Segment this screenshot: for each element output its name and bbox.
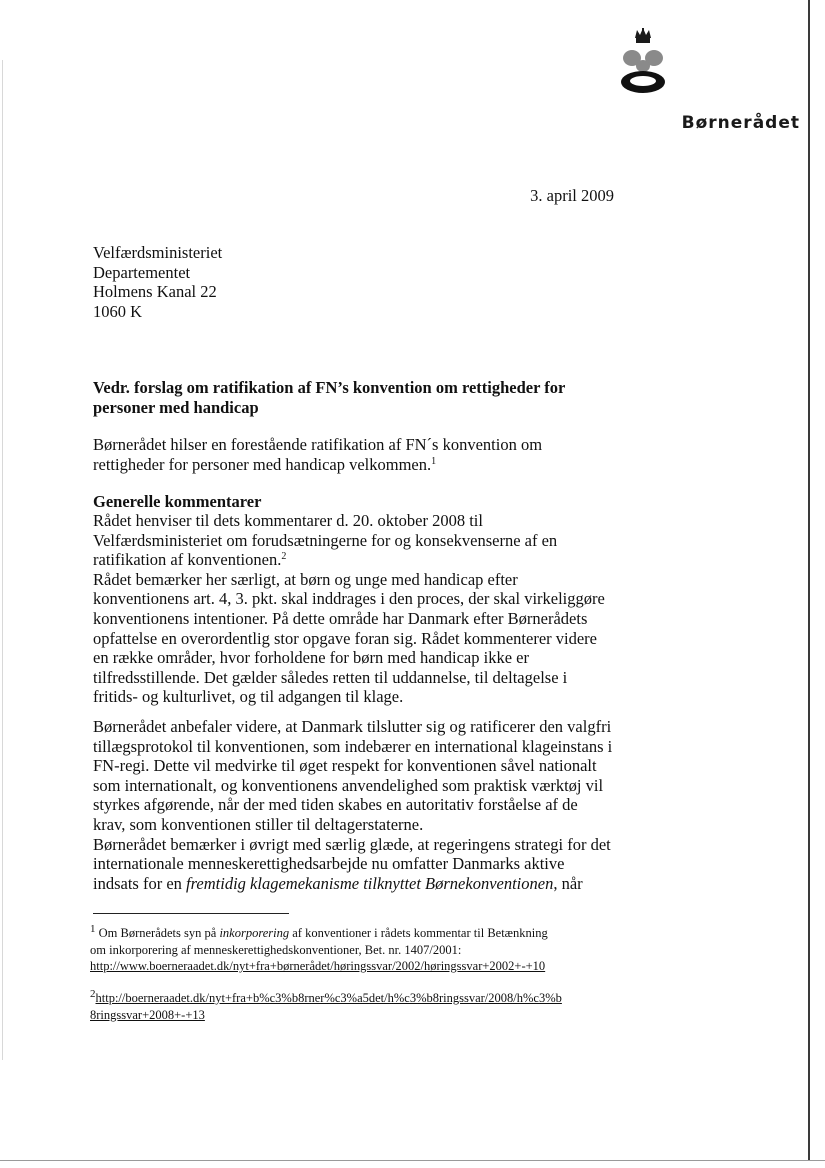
paragraph-line: opfattelse en overordentlig stor opgave foran sig. Rådet kommenterer videre xyxy=(93,628,597,648)
footnote-link[interactable]: http://boerneraadet.dk/nyt+fra+b%c3%b8rner%c3%a5det/h%c3%b8ringssvar/2008/h%c3%b xyxy=(95,991,562,1005)
subject-line: personer med handicap xyxy=(93,398,259,417)
paragraph-line: krav, som konventionen stiller til deltagerstaterne. xyxy=(93,814,424,834)
paragraph-line: internationale menneskerettighedsarbejde nu omfatter Danmarks aktive xyxy=(93,854,565,874)
body-paragraph-1 xyxy=(93,511,605,707)
recipient-line: Departementet xyxy=(93,262,191,282)
letter-subject xyxy=(93,378,613,418)
recipient-address xyxy=(93,243,222,321)
body-paragraph-2 xyxy=(93,717,612,893)
paragraph-line: rettigheder for personer med handicap velkommen. xyxy=(93,454,432,474)
logo xyxy=(610,28,800,143)
footnote-number: 2 xyxy=(90,988,96,1000)
footnote-link-continued[interactable]: 8ringssvar+2008+-+13 xyxy=(90,1007,205,1022)
crown-x-emblem-icon xyxy=(610,28,680,110)
footnote-2 xyxy=(90,990,562,1023)
italic-phrase: fremtidig klagemekanisme tilknyttet Børnekonventionen xyxy=(186,873,554,893)
paragraph-line: som internationalt, og konventionens anvendelighed som praktisk værktøj vil xyxy=(93,775,604,795)
section-heading: Generelle kommentarer xyxy=(93,492,262,511)
footnote-italic: inkorporering xyxy=(219,926,290,940)
page-edge-right xyxy=(808,0,810,1160)
page-edge-bottom xyxy=(0,1160,825,1161)
footnote-number: 1 xyxy=(90,923,96,935)
paragraph-line: konventionens intentioner. På dette område har Danmark efter Børnerådets xyxy=(93,608,588,628)
recipient-line: Holmens Kanal 22 xyxy=(93,282,217,301)
paragraph-line: Børnerådet bemærker i øvrigt med særlig glæde, at regeringens strategi for det xyxy=(93,834,611,854)
paragraph-line: tillægsprotokol til konventionen, som indebærer en international klageinstans i xyxy=(93,736,613,756)
footnote-link[interactable]: http://www.boerneraadet.dk/nyt+fra+børnerådet/høringssvar/2002/høringssvar+2002+-+10 xyxy=(90,959,546,973)
paragraph-line: en række områder, hvor forholdene for børn med handicap ikke er xyxy=(93,648,529,668)
recipient-line: 1060 K xyxy=(93,301,143,321)
paragraph-line xyxy=(93,874,612,894)
paragraph-line: konventionens art. 4, 3. pkt. skal inddrages i den proces, der skal virkeliggøre xyxy=(93,589,605,609)
paragraph-line: Rådet henviser til dets kommentarer d. 20. oktober 2008 til xyxy=(93,511,483,530)
footnote-1 xyxy=(90,925,548,975)
text-run: , når xyxy=(553,873,583,893)
footnote-text: af konventioner i rådets kommentar til Betænkning xyxy=(289,926,548,940)
footnote-text: om inkorporering af menneskerettighedskonventioner, Bet. nr. 1407/2001: xyxy=(90,942,462,957)
recipient-line: Velfærdsministeriet xyxy=(93,243,223,262)
footnote-text: Om Børnerådets syn på xyxy=(95,926,220,940)
intro-paragraph xyxy=(93,435,542,474)
paragraph-line: Børnerådet hilser en forestående ratifikation af FN´s konvention om xyxy=(93,435,543,454)
paragraph-line: styrkes afgørende, når der med tiden skabes en autoritativ forståelse af de xyxy=(93,795,578,815)
paragraph-line: FN-regi. Dette vil medvirke til øget respekt for konventionen såvel nationalt xyxy=(93,756,597,776)
subject-line: Vedr. forslag om ratifikation af FN’s konvention om rettigheder for xyxy=(93,378,566,397)
page-edge-left xyxy=(2,60,3,1060)
paragraph-line: Velfærdsministeriet om forudsætningerne for og konsekvenserne af en xyxy=(93,530,558,550)
paragraph-line: ratifikation af konventionen. xyxy=(93,550,282,570)
logo-text: Børnerådet xyxy=(681,113,800,133)
text-run: indsats for en xyxy=(93,873,182,893)
paragraph-line: Rådet bemærker her særligt, at børn og unge med handicap efter xyxy=(93,569,518,589)
footnote-ref: 2 xyxy=(281,551,287,563)
letter-date: 3. april 2009 xyxy=(530,186,614,205)
footnote-ref: 1 xyxy=(431,455,437,467)
paragraph-line: tilfredsstillende. Det gælder således retten til uddannelse, til deltagelse i xyxy=(93,667,568,687)
paragraph-line: Børnerådet anbefaler videre, at Danmark tilslutter sig og ratificerer den valgfri xyxy=(93,717,612,736)
paragraph-line: fritids- og kulturlivet, og til adgangen til klage. xyxy=(93,687,404,707)
footnote-separator xyxy=(93,913,289,914)
